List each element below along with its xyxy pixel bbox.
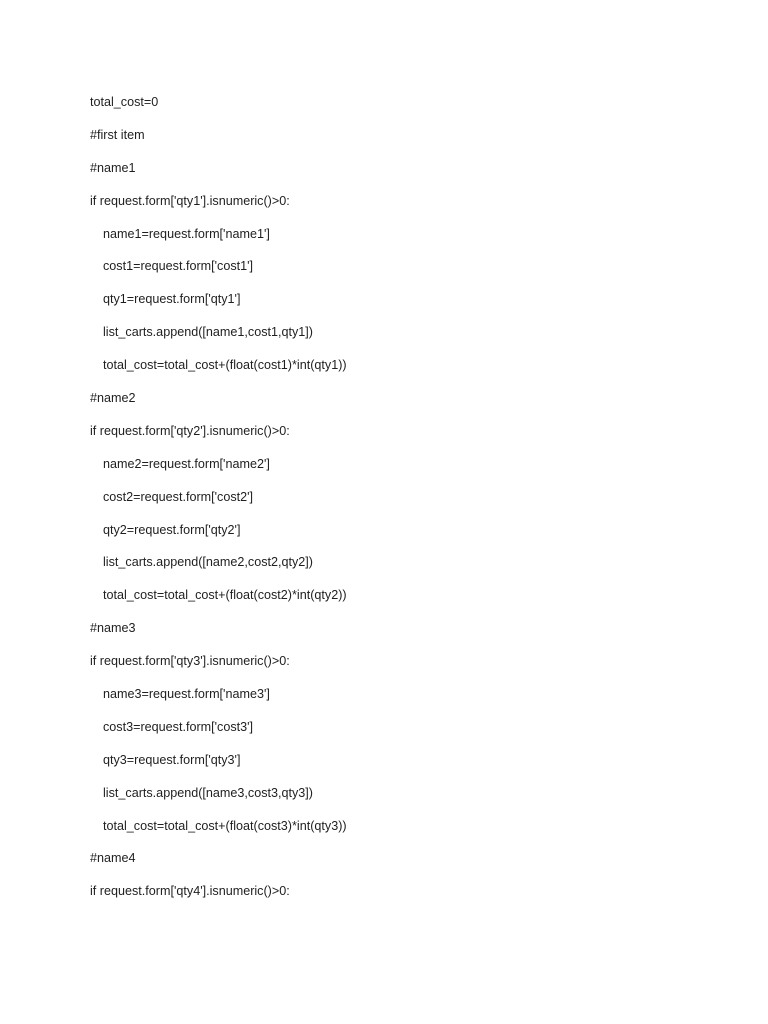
text-line: if request.form['qty1'].isnumeric()>0:	[90, 193, 290, 208]
text-line: name1=request.form['name1']	[103, 226, 270, 241]
text-line: #name2	[90, 391, 136, 406]
text-line: name3=request.form['name3']	[103, 687, 270, 702]
text-line: cost3=request.form['cost3']	[103, 719, 254, 734]
text-line: total_cost=total_cost+(float(cost3)*int(qty3))	[103, 818, 347, 833]
text-line: if request.form['qty3'].isnumeric()>0:	[90, 654, 290, 669]
text-line: qty2=request.form['qty2']	[103, 522, 241, 537]
text-line: total_cost=total_cost+(float(cost1)*int(qty1))	[103, 358, 347, 373]
text-line: qty1=request.form['qty1']	[103, 292, 241, 307]
text-line: cost2=request.form['cost2']	[103, 489, 254, 504]
text-line: #name1	[90, 160, 136, 175]
text-line: list_carts.append([name2,cost2,qty2])	[103, 555, 314, 570]
text-line: if request.form['qty2'].isnumeric()>0:	[90, 423, 290, 438]
text-line: qty3=request.form['qty3']	[103, 752, 241, 767]
text-line: #name4	[90, 851, 136, 866]
text-line: if request.form['qty4'].isnumeric()>0:	[90, 884, 290, 899]
text-line: name2=request.form['name2']	[103, 456, 270, 471]
text-line: #first item	[90, 127, 145, 142]
document-body	[90, 92, 347, 914]
text-line: total_cost=total_cost+(float(cost2)*int(qty2))	[103, 588, 347, 603]
text-line: #name3	[90, 621, 136, 636]
text-line: list_carts.append([name1,cost1,qty1])	[103, 325, 314, 340]
text-line: list_carts.append([name3,cost3,qty3])	[103, 785, 314, 800]
text-line: total_cost=0	[90, 95, 159, 109]
text-line: cost1=request.form['cost1']	[103, 259, 254, 274]
